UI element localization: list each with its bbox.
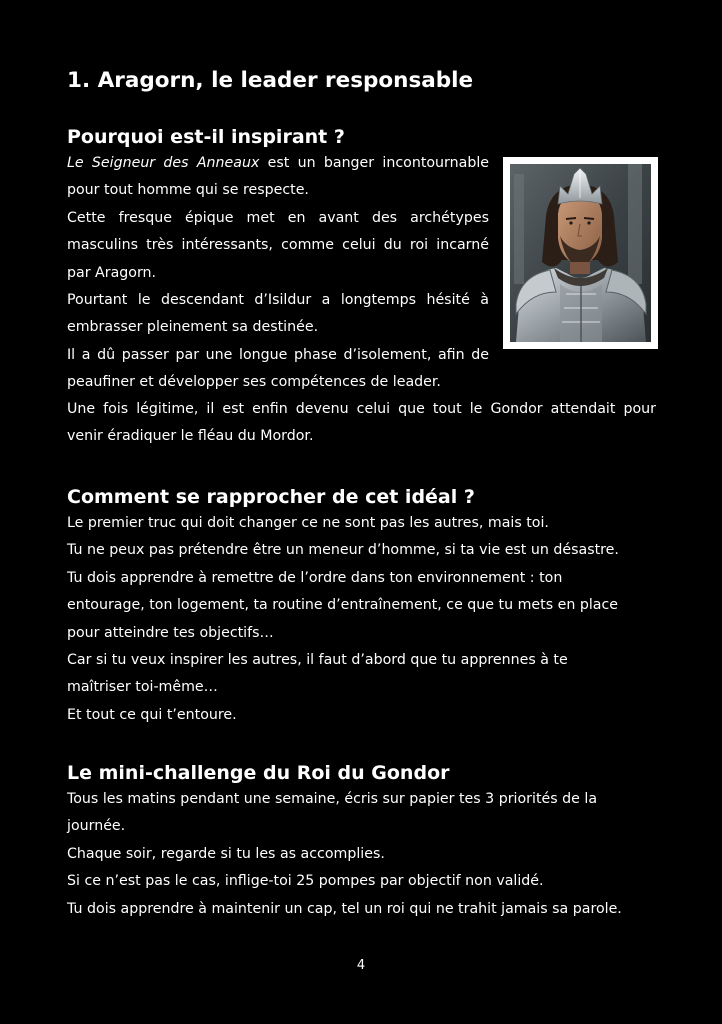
- page-number: 4: [356, 958, 366, 973]
- paragraph-line: Car si tu veux inspirer les autres, il faut d’abord que tu apprennes à te: [67, 652, 568, 669]
- section-heading-approach: Comment se rapprocher de cet idéal ?: [67, 486, 475, 508]
- section-heading-inspiring: Pourquoi est-il inspirant ?: [67, 126, 345, 148]
- paragraph-line: Tu dois apprendre à remettre de l’ordre dans ton environnement : ton: [67, 569, 563, 586]
- paragraph-line: Cette fresque épique met en avant des archétypes: [67, 209, 489, 226]
- section-body-inspiring-cont: [67, 396, 656, 451]
- paragraph-line: Le premier truc qui doit changer ce ne sont pas les autres, mais toi.: [67, 515, 549, 531]
- paragraph-line: Tous les matins pendant une semaine, écris sur papier tes 3 priorités de la: [67, 791, 598, 807]
- section-body-approach: [67, 510, 667, 729]
- paragraph-line: Si ce n’est pas le cas, inflige-toi 25 pompes par objectif non validé.: [67, 873, 544, 890]
- paragraph-line: par Aragorn.: [67, 264, 157, 281]
- paragraph-line: Pourtant le descendant d’Isildur a longtemps hésité à: [67, 292, 489, 309]
- book-title: Le Seigneur des Anneaux: [67, 155, 260, 171]
- paragraph-line: journée.: [67, 818, 126, 835]
- section-body-inspiring: [67, 150, 489, 397]
- paragraph-line: entourage, ton logement, ta routine d’entraînement, ce que tu mets en place: [67, 597, 619, 614]
- paragraph-line: pour tout homme qui se respecte.: [67, 182, 309, 199]
- paragraph-line: maîtriser toi-même…: [67, 679, 218, 696]
- section-body-challenge: [67, 786, 667, 923]
- aragorn-portrait-image: [510, 164, 651, 342]
- paragraph-line: pour atteindre tes objectifs…: [67, 624, 274, 641]
- page-title: 1. Aragorn, le leader responsable: [67, 68, 474, 93]
- paragraph-line: Une fois légitime, il est enfin devenu celui que tout le Gondor attendait pour: [67, 401, 656, 417]
- paragraph-line: embrasser pleinement sa destinée.: [67, 319, 319, 336]
- paragraph-line: venir éradiquer le fléau du Mordor.: [67, 428, 314, 445]
- paragraph-line: peaufiner et développer ses compétences de leader.: [67, 374, 441, 391]
- paragraph-line: Tu dois apprendre à maintenir un cap, tel un roi qui ne trahit jamais sa parole.: [67, 900, 622, 917]
- paragraph-line: masculins très intéressants, comme celui du roi incarné: [67, 237, 489, 254]
- paragraph-line: Chaque soir, regarde si tu les as accomplies.: [67, 845, 385, 862]
- paragraph-line: Tu ne peux pas prétendre être un meneur d’homme, si ta vie est un désastre.: [67, 542, 619, 559]
- paragraph-line: Il a dû passer par une longue phase d’isolement, afin de: [67, 346, 489, 363]
- aragorn-portrait: [503, 157, 658, 349]
- section-heading-challenge: Le mini-challenge du Roi du Gondor: [67, 762, 450, 784]
- paragraph-line: Et tout ce qui t’entoure.: [67, 706, 237, 723]
- paragraph-line: Le Seigneur des Anneaux est un banger incontournable: [67, 155, 489, 171]
